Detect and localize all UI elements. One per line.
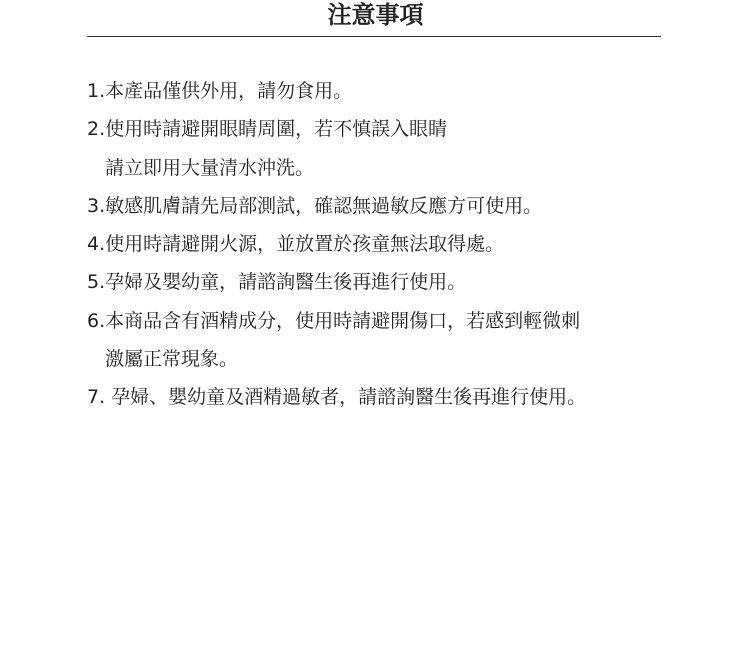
note-line-continuation: 請立即用大量清水沖洗。: [105, 156, 315, 179]
note-line: 5.孕婦及嬰幼童，請諮詢醫生後再進行使用。: [87, 271, 467, 294]
notes-list: [87, 72, 707, 417]
title-divider: [87, 36, 661, 37]
note-line: 7. 孕婦、嬰幼童及酒精過敏者，請諮詢醫生後再進行使用。: [87, 386, 587, 409]
note-line: 4.使用時請避開火源，並放置於孩童無法取得處。: [87, 233, 505, 256]
note-line-continuation: 激屬正常現象。: [105, 348, 239, 371]
note-line: 1.本產品僅供外用，請勿食用。: [87, 80, 353, 102]
note-line: 3.敏感肌膚請先局部測試，確認無過敏反應方可使用。: [87, 194, 543, 217]
page-title: 注意事項: [327, 1, 424, 29]
note-line: 2.使用時請避開眼睛周圍，若不慎誤入眼睛: [87, 118, 448, 141]
note-line: 6.本商品含有酒精成分，使用時請避開傷口，若感到輕微刺: [87, 309, 581, 332]
